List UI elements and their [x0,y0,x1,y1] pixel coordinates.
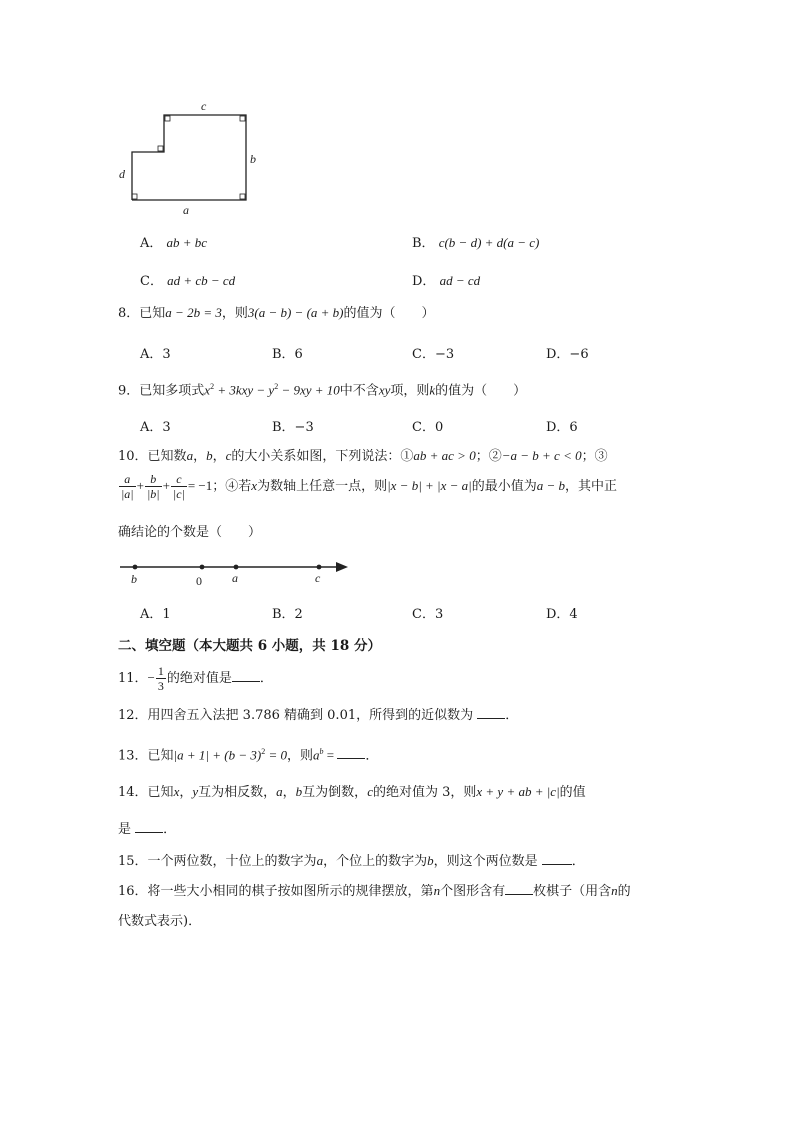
axis-arrow [336,562,348,572]
q10-option-c: C．3 [412,607,444,622]
label-c: c [201,99,207,113]
point-c [317,565,322,570]
label-d: d [119,167,125,181]
q9-option-d: D．6 [546,420,578,435]
q7-option-d: D． ad − cd [412,273,481,289]
question-16-line1: 16．将一些大小相同的棋子按如图所示的规律摆放，第n个图形含有 枚棋子（用含n的 [118,883,631,899]
answer-blank [477,706,505,719]
answer-blank [542,852,572,865]
label-b: b [250,152,256,166]
fraction-c: $\frac{c}{|c|}$ [172,472,185,501]
question-9: 9．已知多项式$x^2 + 3kxy - y^2 - 9xy + 10$中不含xy项，则k的值为（ ） [118,382,527,399]
q10-option-b: B．2 [272,607,303,622]
label-b: b [131,572,137,586]
answer-blank [135,820,163,833]
polygon-figure [112,96,272,221]
question-11: 11．− $\frac{1}{3}$ 的绝对值是 ． [118,664,273,693]
question-15: 15．一个两位数，十位上的数字为a，个位上的数字为b，则这个两位数是 ． [118,853,585,869]
question-10-line2: $\frac{a}{|a|}$ + $\frac{b}{|b|}$ + $\frac{c}{|c|}$ = −1；④若x为数轴上任意一点，则|x − b| + |x − a|的最小值为a − b，其中正 [121,472,618,501]
question-14-line2: 是 ． [118,822,177,837]
point-a [234,565,239,570]
q8-option-b: B．6 [272,347,303,362]
number-line [118,555,358,589]
q8-option-a: A．3 [140,347,171,362]
question-10-line1: 10．已知数a，b，c的大小关系如图，下列说法：①ab + ac > 0；②−a − b + c < 0；③ [118,448,608,464]
question-10-line3: 确结论的个数是（ ） [118,525,262,540]
polygon-outline [132,115,246,200]
right-angle-mark [240,194,245,199]
fraction-a: $\frac{a}{|a|}$ [121,472,134,501]
point-b [133,565,138,570]
fraction-one-third: $\frac{1}{3}$ [157,664,164,693]
answer-blank [505,882,533,895]
right-angle-mark [240,116,245,121]
right-angle-mark [165,116,170,121]
point-zero [200,565,205,570]
q10-option-d: D．4 [546,607,578,622]
question-14-line1: 14．已知x，y互为相反数，a，b互为倒数，c的绝对值为 3，则x + y + ab + |c|的值 [118,784,586,800]
label-c: c [315,571,321,585]
q8-option-d: D．−6 [546,347,589,362]
q9-option-a: A．3 [140,420,171,435]
fraction-b: $\frac{b}{|b|}$ [146,472,160,501]
answer-blank [232,669,260,682]
right-angle-mark [158,146,163,151]
label-zero: 0 [196,574,202,588]
label-a: a [183,203,189,217]
q10-option-a: A．1 [140,607,171,622]
section-title: 二、填空题（本大题共 6 小题，共 18 分） [118,638,381,654]
q9-option-c: C．0 [412,420,444,435]
right-angle-mark [132,194,137,199]
question-8: 8．已知a − 2b = 3，则3(a − b) − (a + b)的值为（ ） [118,305,435,321]
question-12: 12．用四舍五入法把 3.786 精确到 0.01，所得到的近似数为 ． [118,708,519,723]
question-16-line2: 代数式表示)． [118,914,202,929]
q7-option-a: A． ab + bc [140,235,208,251]
answer-blank [337,746,365,759]
label-a: a [232,571,238,585]
q7-option-c: C． ad + cb − cd [140,273,236,289]
q9-option-b: B．−3 [272,420,314,435]
q8-option-c: C．−3 [412,347,455,362]
q7-option-b: B． c(b − d) + d(a − c) [412,235,540,251]
question-13: 13．已知$|a + 1| + (b - 3)^2 = 0$，则$a^b$ = ． [118,747,379,764]
